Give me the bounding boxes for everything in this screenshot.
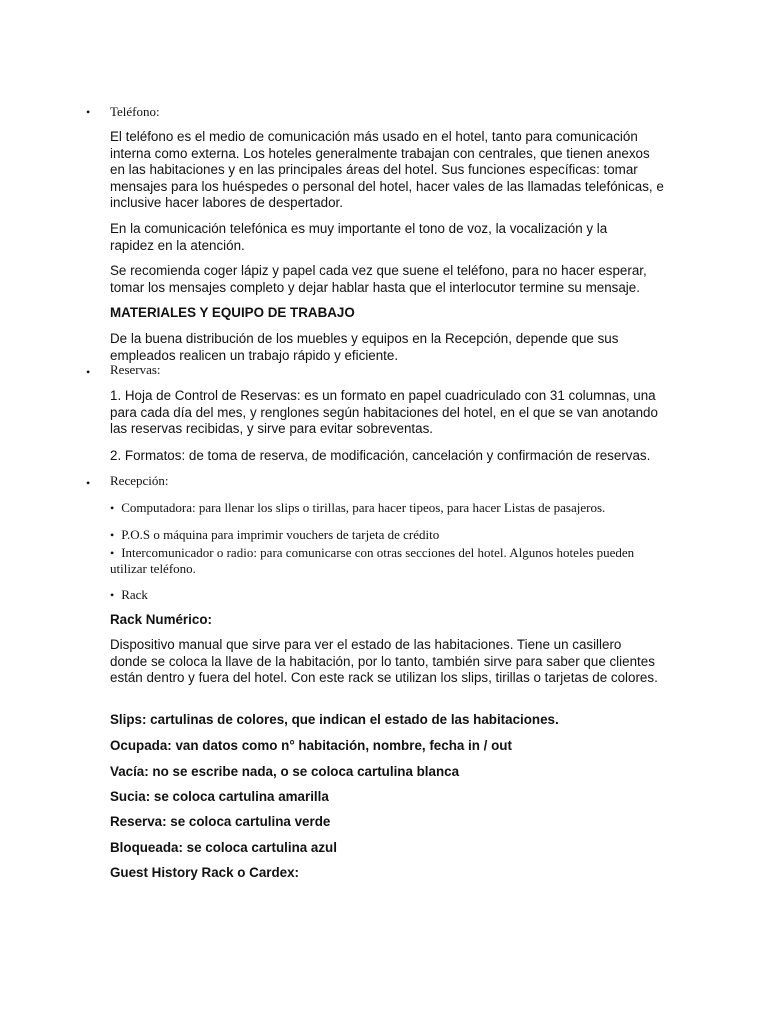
reservas-item-1: 1. Hoja de Control de Reservas: es un formato en papel cuadriculado con 31 columnas, una para cada día del mes, y renglones según habitaciones del hotel, en el que se van anotando las reservas recibidas, y sirve para evitar sobreventas. bbox=[110, 388, 658, 437]
rack-line: Vacía: no se escribe nada, o se coloca cartulina blanca bbox=[110, 764, 460, 779]
bullet-icon: • bbox=[86, 105, 91, 119]
rack-paragraph: Dispositivo manual que sirve para ver el estado de las habitaciones. Tiene un casillero donde se coloca la llave de la habitación, por lo tanto, también sirve para saber que clientes están dentro y fuera del hotel. Con este rack se utilizan los slips, tirillas o tarjetas de colores. bbox=[110, 637, 658, 686]
rack-heading: Rack Numérico: bbox=[110, 612, 212, 627]
rack-line: Reserva: se coloca cartulina verde bbox=[110, 814, 331, 829]
bullet-icon: • bbox=[110, 546, 115, 560]
recepcion-item bbox=[110, 545, 655, 577]
reservas-item-2: 2. Formatos: de toma de reserva, de modificación, cancelación y confirmación de reservas. bbox=[110, 448, 651, 463]
bullet-icon: • bbox=[86, 476, 91, 490]
rack-line: Ocupada: van datos como n° habitación, nombre, fecha in / out bbox=[110, 738, 512, 753]
recepcion-item bbox=[110, 500, 670, 516]
telefono-paragraph-3: Se recomienda coger lápiz y papel cada vez que suene el teléfono, para no hacer esperar, tomar los mensajes completo y dejar hablar hasta que el interlocutor termine su mensaje. bbox=[110, 263, 647, 295]
telefono-paragraph-2: En la comunicación telefónica es muy importante el tono de voz, la vocalización y la rapidez en la atención. bbox=[110, 221, 608, 253]
recepcion-item bbox=[110, 587, 670, 603]
materiales-paragraph: De la buena distribución de los muebles y equipos en la Recepción, depende que sus empleados realicen un trabajo rápido y eficiente. bbox=[110, 331, 619, 363]
recepcion-item bbox=[110, 527, 670, 543]
recepcion-item-text: Computadora: para llenar los slips o tirillas, para hacer tipeos, para hacer Listas de pasajeros. bbox=[121, 500, 606, 515]
rack-line: Guest History Rack o Cardex: bbox=[110, 865, 300, 880]
reservas-label: Reservas: bbox=[110, 362, 161, 377]
bullet-icon: • bbox=[86, 365, 91, 379]
rack-line: Slips: cartulinas de colores, que indican el estado de las habitaciones. bbox=[110, 712, 559, 727]
rack-line: Bloqueada: se coloca cartulina azul bbox=[110, 840, 337, 855]
recepcion-item-text: P.O.S o máquina para imprimir vouchers de tarjeta de crédito bbox=[121, 527, 440, 542]
telefono-label: Teléfono: bbox=[110, 104, 160, 119]
bullet-icon: • bbox=[110, 501, 115, 515]
bullet-icon: • bbox=[110, 528, 115, 542]
materiales-heading: MATERIALES Y EQUIPO DE TRABAJO bbox=[110, 305, 355, 320]
rack-line: Sucia: se coloca cartulina amarilla bbox=[110, 789, 329, 804]
telefono-paragraph-1: El teléfono es el medio de comunicación más usado en el hotel, tanto para comunicación interna como externa. Los hoteles generalmente trabajan con centrales, que tienen anexos en las habitaciones y en las principales áreas del hotel. Sus funciones específicas: tomar mensajes para los huéspedes o personal del hotel, hacer vales de las llamadas telefónicas, e inclusive hacer labores de despertador. bbox=[110, 129, 664, 211]
bullet-icon: • bbox=[110, 588, 115, 602]
recepcion-item-text: Intercomunicador o radio: para comunicarse con otras secciones del hotel. Algunos hoteles pueden utilizar teléfono. bbox=[110, 545, 635, 576]
recepcion-item-text: Rack bbox=[121, 587, 148, 602]
recepcion-label: Recepción: bbox=[110, 473, 169, 488]
